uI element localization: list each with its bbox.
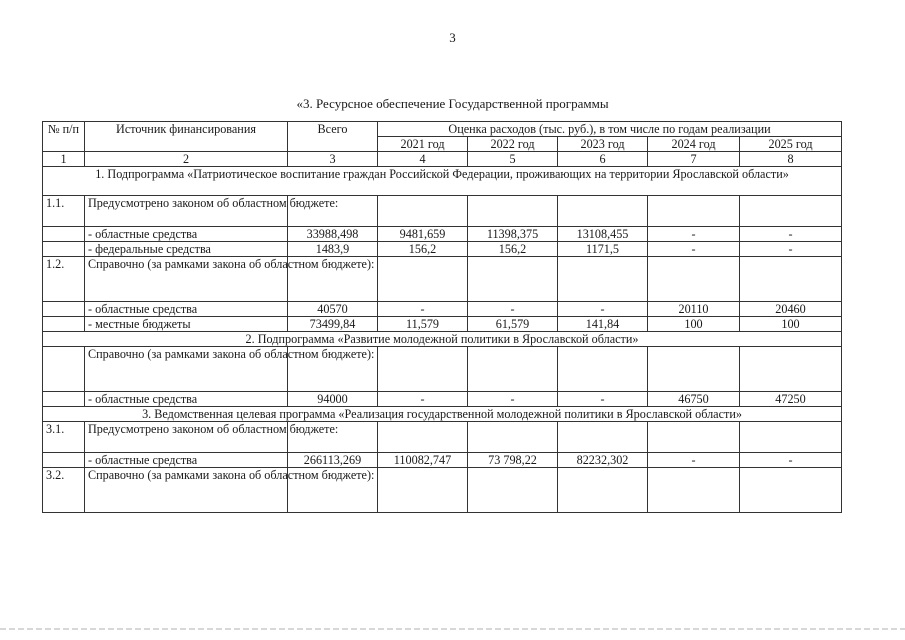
cell-total: 73499,84: [288, 317, 378, 332]
scan-artifact-line: [0, 628, 905, 630]
row-label: - областные средства: [85, 453, 288, 468]
row-label: Справочно (за рамками закона об областном бюджете):: [85, 347, 288, 392]
section-3-title: 3. Ведомственная целевая программа «Реализация государственной молодежной политики в Ярославской области»: [43, 407, 842, 422]
section-1-title: 1. Подпрограмма «Патриотическое воспитание граждан Российской Федерации, проживающих на территории Ярославской области»: [43, 167, 842, 196]
cell-value: 11398,375: [468, 227, 558, 242]
cell-total: 266113,269: [288, 453, 378, 468]
cell-value: 141,84: [558, 317, 648, 332]
section-row: [43, 167, 842, 196]
table-row: [43, 317, 842, 332]
row-num: 1.1.: [43, 196, 85, 227]
col-number: 5: [468, 152, 558, 167]
header-estimate: Оценка расходов (тыс. руб.), в том числе по годам реализации: [378, 122, 842, 137]
row-label: - местные бюджеты: [85, 317, 288, 332]
cell-value: 156,2: [378, 242, 468, 257]
table-row: [43, 468, 842, 513]
cell-value: 156,2: [468, 242, 558, 257]
cell-value: 100: [648, 317, 740, 332]
row-num: 1.2.: [43, 257, 85, 302]
cell-value: 9481,659: [378, 227, 468, 242]
cell-value: 13108,455: [558, 227, 648, 242]
section-2-title: 2. Подпрограмма «Развитие молодежной политики в Ярославской области»: [43, 332, 842, 347]
cell-value: -: [648, 242, 740, 257]
cell-value: 1171,5: [558, 242, 648, 257]
col-number: 2: [85, 152, 288, 167]
resource-table: [42, 121, 842, 513]
cell-total: 1483,9: [288, 242, 378, 257]
table-row: [43, 422, 842, 453]
table-row: [43, 227, 842, 242]
cell-total: 33988,498: [288, 227, 378, 242]
cell-value: 61,579: [468, 317, 558, 332]
header-year: 2021 год: [378, 137, 468, 152]
cell-value: 20110: [648, 302, 740, 317]
header-source: Источник финансирования: [85, 122, 288, 152]
cell-total: 40570: [288, 302, 378, 317]
document-title: «3. Ресурсное обеспечение Государственной программы: [296, 96, 609, 111]
cell-value: 11,579: [378, 317, 468, 332]
header-year: 2025 год: [740, 137, 842, 152]
table-row: [43, 196, 842, 227]
cell-value: -: [378, 392, 468, 407]
col-number: 8: [740, 152, 842, 167]
table-row: [43, 257, 842, 302]
section-row: [43, 407, 842, 422]
table-row: [43, 392, 842, 407]
row-num: 3.2.: [43, 468, 85, 513]
cell-value: 47250: [740, 392, 842, 407]
row-label: - областные средства: [85, 302, 288, 317]
col-number: 4: [378, 152, 468, 167]
row-label: Справочно (за рамками закона об областном бюджете):: [85, 468, 288, 513]
section-row: [43, 332, 842, 347]
column-numbers-row: [43, 152, 842, 167]
table-row: [43, 347, 842, 392]
cell-value: -: [740, 242, 842, 257]
cell-value: 20460: [740, 302, 842, 317]
cell-value: -: [468, 302, 558, 317]
table-row: [43, 302, 842, 317]
cell-value: 73 798,22: [468, 453, 558, 468]
header-num: № п/п: [43, 122, 85, 152]
cell-value: 46750: [648, 392, 740, 407]
row-label: - федеральные средства: [85, 242, 288, 257]
row-label: Предусмотрено законом об областном бюджете:: [85, 196, 288, 227]
cell-value: 100: [740, 317, 842, 332]
cell-value: -: [648, 453, 740, 468]
row-label: Предусмотрено законом об областном бюджете:: [85, 422, 288, 453]
cell-total: 94000: [288, 392, 378, 407]
page-number: 3: [449, 30, 456, 45]
cell-value: 82232,302: [558, 453, 648, 468]
cell-value: -: [648, 227, 740, 242]
row-num: 3.1.: [43, 422, 85, 453]
cell-value: -: [740, 227, 842, 242]
table-row: [43, 453, 842, 468]
col-number: 7: [648, 152, 740, 167]
header-year: 2024 год: [648, 137, 740, 152]
header-total: Всего: [288, 122, 378, 152]
header-row: [43, 122, 842, 137]
cell-value: -: [740, 453, 842, 468]
row-label: Справочно (за рамками закона об областном бюджете):: [85, 257, 288, 302]
row-label: - областные средства: [85, 392, 288, 407]
cell-value: -: [468, 392, 558, 407]
table-row: [43, 242, 842, 257]
header-year: 2022 год: [468, 137, 558, 152]
cell-value: -: [558, 392, 648, 407]
cell-value: -: [558, 302, 648, 317]
row-label: - областные средства: [85, 227, 288, 242]
col-number: 3: [288, 152, 378, 167]
col-number: 1: [43, 152, 85, 167]
cell-value: 110082,747: [378, 453, 468, 468]
header-year: 2023 год: [558, 137, 648, 152]
cell-value: -: [378, 302, 468, 317]
col-number: 6: [558, 152, 648, 167]
